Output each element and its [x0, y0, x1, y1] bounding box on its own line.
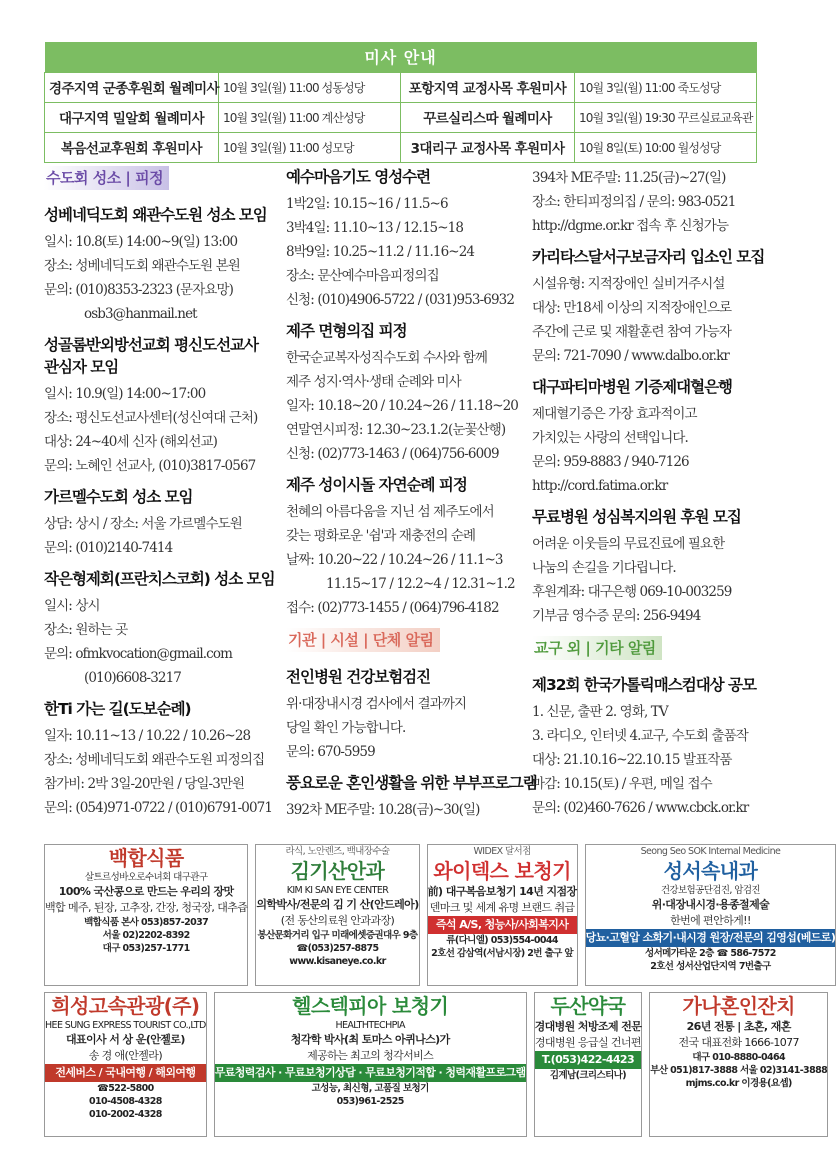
- notice-title: 카리타스달서구보금자리 입소인 모집: [532, 248, 765, 266]
- ad-footer: 053)961-2525: [336, 1096, 404, 1107]
- notice-line: 접수: (02)773-1455 / (064)796-4182: [286, 600, 499, 616]
- notice-line: 장소: 평신도선교사센터(성신여대 근처): [44, 410, 258, 426]
- spacer: [286, 466, 514, 474]
- ad-subtitle: 살트르성바오로수녀회 대구관구: [84, 872, 208, 883]
- notice-title: 예수마음기도 영성수련: [286, 168, 431, 186]
- ad-name: 성서속내과: [663, 859, 758, 883]
- notice-line: 천혜의 아름다움을 지닌 섬 제주도에서: [286, 504, 494, 520]
- notice-line: 마감: 10.15(토) / 우편, 메일 접수: [532, 776, 712, 792]
- spacer: [44, 560, 270, 568]
- spacer: [44, 326, 270, 334]
- notice-line: 후원계좌: 대구은행 069-10-003259: [532, 584, 732, 600]
- notice-line: 일자: 10.11~13 / 10.22 / 10.26~28: [44, 728, 251, 744]
- ad-line: 100% 국산콩으로 만드는 우리의 장맛: [58, 885, 234, 898]
- ad-name: 김기산안과: [290, 859, 385, 883]
- notice-line: 나눔의 손길을 기다립니다.: [532, 560, 676, 576]
- notice-line: 참가비: 2박 3일-20만원 / 당일-3만원: [44, 776, 245, 792]
- mass-detail: 10월 8일(토) 10:00 월성성당: [575, 132, 757, 162]
- ad-name: 희성고속관광(주): [51, 994, 200, 1018]
- notice-line: 문의: (010)8353-2323 (문자요망): [44, 282, 233, 298]
- notice-line: 8박9일: 10.25~11.2 / 11.16~24: [286, 244, 475, 260]
- ad-subtitle: HEALTHTECHPIA: [335, 1020, 405, 1031]
- ad-bar: 당뇨·고혈압 소화기·내시경 원장/전문의 김영섭(베드로): [586, 929, 836, 947]
- ads-row-2: [44, 992, 828, 1137]
- notice-line: 문의: 959-8883 / 940-7126: [532, 454, 689, 470]
- notice-line: 신청: (010)4906-5722 / (031)953-6932: [286, 292, 515, 308]
- notice-line: 제주 성지·역사·생태 순례와 미사: [286, 374, 461, 390]
- notice-line: 제대혈기증은 가장 효과적이고: [532, 406, 697, 422]
- ads-row-1: [44, 844, 836, 986]
- ad-bar: 즉석 A/S, 청능사/사회복지사: [428, 916, 577, 934]
- notice-title: 성베네딕도회 왜관수도원 성소 모임: [44, 206, 267, 224]
- table-row: [45, 72, 757, 102]
- ad-subtitle: HEE SUNG EXPRESS TOURIST CO.,LTD: [45, 1020, 206, 1031]
- ad-line: 前) 대구복음보청기 14년 지점장: [427, 885, 577, 898]
- notice-title: 제주 성이시돌 자연순례 피정: [286, 476, 467, 494]
- notice-line: 문의: ofmkvocation@gmail.com: [44, 646, 232, 662]
- ad-footer: 서울 02)2202-8392: [102, 930, 190, 941]
- ad-line: 26년 전통 | 초혼, 재혼: [686, 1020, 791, 1033]
- ad-box: [649, 992, 828, 1137]
- ad-box: [427, 844, 578, 986]
- ad-line: 한번에 편안하게!!: [670, 914, 751, 927]
- ad-footer: 2호선 성서산업단지역 7번출구: [650, 961, 771, 972]
- ad-footer: 백합식품 본사 053)857-2037: [84, 917, 209, 928]
- notice-line: 기부금 영수증 문의: 256-9494: [532, 608, 701, 624]
- notice-line: 장소: 한티피정의집 / 문의: 983-0521: [532, 194, 736, 210]
- notice-line: 392차 ME주말: 10.28(금)~30(일): [286, 802, 480, 818]
- ad-footer: 010-4508-4328: [88, 1096, 162, 1107]
- ad-name: 백합식품: [108, 846, 184, 870]
- notice-line: 장소: 성베네딕도회 왜관수도원 본원: [44, 258, 240, 274]
- notice-line: 1박2일: 10.15~16 / 11.5~6: [286, 196, 448, 212]
- ad-footer: mjms.co.kr 이경용(요셉): [685, 1078, 792, 1089]
- notice-line: 대상: 만18세 이상의 지적장애인으로: [532, 300, 732, 316]
- column-2: [286, 166, 537, 830]
- notice-line: 3박4일: 11.10~13 / 12.15~18: [286, 220, 464, 236]
- ad-name: 와이덱스 보청기: [433, 859, 571, 883]
- notice-line: 갖는 평화로운 '쉼'과 재충전의 순례: [286, 528, 476, 544]
- column-1: [44, 166, 275, 828]
- notice-line: 일시: 10.9(일) 14:00~17:00: [44, 386, 206, 402]
- ad-top: WIDEX 달서점: [473, 846, 531, 857]
- section-header: [286, 628, 514, 658]
- notice-line: 대상: 24~40세 신자 (해외선교): [44, 434, 217, 450]
- mass-detail: 10월 3일(월) 11:00 계산성당: [219, 102, 401, 132]
- ad-name: 가나혼인잔치: [682, 994, 795, 1018]
- spacer: [44, 690, 270, 698]
- ad-footer: 류(다니엘) 053)554-0044: [446, 935, 558, 946]
- ad-footer: 2호선 감삼역(서남시장) 2번 출구 앞: [431, 948, 574, 959]
- ad-footer: www.kisaneye.co.kr: [289, 956, 386, 967]
- ad-line: 위·대장내시경·용종절제술: [651, 898, 770, 911]
- notice-line: 일자: 10.18~20 / 10.24~26 / 11.18~20: [286, 398, 518, 414]
- notice-title: 전인병원 건강보험검진: [286, 668, 431, 686]
- notice-line: http://cord.fatima.or.kr: [532, 478, 668, 494]
- notice-line: 일시: 10.8(토) 14:00~9(일) 13:00: [44, 234, 238, 250]
- ad-line: (전 동산의료원 안과과장): [280, 914, 395, 927]
- mass-name: 복음선교후원회 후원미사: [45, 132, 219, 162]
- spacer: [286, 822, 514, 830]
- notice-line: 가치있는 사랑의 선택입니다.: [532, 430, 688, 446]
- ad-line: 청각학 박사(최 토마스 아퀴나스)가: [290, 1033, 450, 1046]
- notice-title: 풍요로운 혼인생활을 위한 부부프로그램: [286, 774, 537, 792]
- ad-line: 의학박사/전문의 김 기 산(안드레아): [256, 898, 419, 911]
- spacer: [532, 628, 760, 636]
- ad-bar: T.(053)422-4423: [535, 1051, 642, 1069]
- section-header: [44, 166, 270, 196]
- ad-subtitle: 건강보험공단검진, 암검진: [660, 885, 760, 896]
- notice-line: 상담: 상시 / 장소: 서울 가르멜수도원: [44, 516, 242, 532]
- mass-title: 미사 안내: [45, 42, 757, 72]
- notice-line: 당일 확인 가능합니다.: [286, 720, 406, 736]
- notice-line: 장소: 문산예수마음피정의집: [286, 268, 439, 284]
- ad-footer: 부산 051)817-3888 서울 02)3141-3888: [650, 1065, 828, 1076]
- notice-title: 성골롬반외방선교회 평신도선교사 관심자 모임: [44, 336, 258, 376]
- ad-bar: 전세버스 / 국내여행 / 해외여행: [45, 1064, 206, 1082]
- notice-line: 일시: 상시: [44, 598, 100, 614]
- table-row: [45, 132, 757, 162]
- notice-line: 어려운 이웃들의 무료진료에 필요한: [532, 536, 725, 552]
- notice-line: 연말연시피정: 12.30~23.1.2(눈꽃산행): [286, 422, 506, 438]
- notice-line: (010)6608-3217: [84, 670, 181, 686]
- notice-line: 3. 라디오, 인터넷 4.교구, 수도회 출품작: [532, 728, 748, 744]
- notice-title: 가르멜수도회 성소 모임: [44, 488, 193, 506]
- mass-name: 대구지역 밀알회 월례미사: [45, 102, 219, 132]
- ad-line: 경대병원 처방조제 전문: [534, 1020, 642, 1033]
- notice-line: 문의: 노혜인 선교사, (010)3817-0567: [44, 458, 256, 474]
- ad-box: [44, 844, 248, 986]
- notice-title: 대구파티마병원 기증제대혈은행: [532, 378, 733, 396]
- notice-line: osb3@hanmail.net: [84, 306, 197, 322]
- section-header: [532, 636, 760, 666]
- notice-title: 제32회 한국가톨릭매스컴대상 공모: [532, 676, 756, 694]
- spacer: [44, 820, 270, 828]
- mass-name: 포항지역 교정사목 후원미사: [401, 72, 575, 102]
- ad-bar: 무료청력검사 · 무료보청기상담 · 무료보청기적합 · 청력재활프로그램: [215, 1064, 526, 1082]
- ad-footer: 고성능, 최신형, 고품질 보청기: [311, 1083, 429, 1094]
- ad-footer: 봉산문화거리 입구 미래에셋증권대우 9층: [257, 930, 418, 941]
- notice-line: 문의: (02)460-7626 / www.cbck.or.kr: [532, 800, 749, 816]
- notice-line: http://dgme.or.kr 접속 후 신청가능: [532, 218, 729, 234]
- notice-title: 무료병원 성심복지의원 후원 모집: [532, 508, 741, 526]
- spacer: [286, 764, 514, 772]
- notice-line: 대상: 21.10.16~22.10.15 발표작품: [532, 752, 732, 768]
- notice-line: 문의: (054)971-0722 / (010)6791-0071: [44, 800, 273, 816]
- ad-line: 백합 메주, 된장, 고추장, 간장, 청국장, 대추즙: [45, 901, 248, 914]
- table-row: [45, 102, 757, 132]
- ad-line: 대표이사 서 상 운(안젤로): [65, 1033, 185, 1046]
- notice-title: 작은형제회(프란치스코회) 성소 모임: [44, 570, 275, 588]
- ad-line: 경대병원 응급실 건너편: [534, 1036, 641, 1049]
- notice-line: 394차 ME주말: 11.25(금)~27(일): [532, 170, 726, 186]
- notice-line: 장소: 성베네딕도회 왜관수도원 피정의집: [44, 752, 265, 768]
- notice-line: 장소: 원하는 곳: [44, 622, 128, 638]
- ad-footer: 010-2002-4328: [88, 1109, 162, 1120]
- ad-box: [214, 992, 527, 1137]
- ad-footer: 성서메가타운 2층 ☎ 586-7572: [645, 948, 776, 959]
- ad-name: 헬스텍피아 보청기: [292, 994, 449, 1018]
- notice-line: 주간에 근로 및 재활훈련 참여 가능자: [532, 324, 732, 340]
- ad-footer: ☎522-5800: [97, 1083, 154, 1094]
- ad-box: [585, 844, 836, 986]
- ad-footer: 대구 010-8880-0464: [692, 1052, 786, 1063]
- notice-line: 한국순교복자성직수도회 수사와 함께: [286, 350, 488, 366]
- section-title: 수도회 성소 | 피정: [44, 166, 169, 190]
- notice-title: 제주 면형의집 피정: [286, 322, 407, 340]
- mass-name: 3대리구 교정사목 후원미사: [401, 132, 575, 162]
- ad-line: 전국 대표전화 1666-1077: [678, 1036, 799, 1049]
- ad-footer: 대구 053)257-1771: [102, 943, 190, 954]
- mass-name: 경주지역 군종후원회 월례미사: [45, 72, 219, 102]
- notice-line: 문의: (010)2140-7414: [44, 540, 173, 556]
- ad-top: Seong Seo SOK Internal Medicine: [640, 846, 781, 857]
- ad-box: [534, 992, 643, 1137]
- column-3: [532, 166, 765, 828]
- ad-line: 제공하는 최고의 청각서비스: [307, 1049, 434, 1062]
- notice-line: 위·대장내시경 검사에서 결과까지: [286, 696, 467, 712]
- ad-name: 두산약국: [550, 994, 626, 1018]
- spacer: [532, 238, 760, 246]
- spacer: [532, 820, 760, 828]
- mass-table: [44, 42, 757, 163]
- notice-line: 문의: 670-5959: [286, 744, 375, 760]
- spacer: [286, 620, 514, 628]
- section-title: 교구 외 | 기타 알림: [532, 636, 662, 660]
- notice-line: 신청: (02)773-1463 / (064)756-6009: [286, 446, 499, 462]
- spacer: [286, 312, 514, 320]
- notice-title: 한Ti 가는 길(도보순례): [44, 700, 191, 718]
- ad-box: [255, 844, 419, 986]
- mass-detail: 10월 3일(월) 11:00 성모당: [219, 132, 401, 162]
- mass-detail: 10월 3일(월) 11:00 성동성당: [219, 72, 401, 102]
- ad-subtitle: KIM KI SAN EYE CENTER: [286, 885, 389, 896]
- ad-top: 라식, 노안렌즈, 백내장수술: [285, 846, 390, 857]
- ad-line: 송 경 애(안젤라): [88, 1049, 163, 1062]
- spacer: [532, 368, 760, 376]
- notice-line: 11.15~17 / 12.2~4 / 12.31~1.2: [326, 576, 515, 592]
- mass-detail: 10월 3일(월) 19:30 꾸르실료교육관: [575, 102, 757, 132]
- notice-line: 문의: 721-7090 / www.dalbo.or.kr: [532, 348, 729, 364]
- notice-line: 날짜: 10.20~22 / 10.24~26 / 11.1~3: [286, 552, 503, 568]
- ad-footer: ☎(053)257-8875: [296, 943, 379, 954]
- spacer: [44, 478, 270, 486]
- ad-footer: 김계남(크리스티나): [549, 1070, 626, 1081]
- section-title: 기관 | 시설 | 단체 알림: [286, 628, 440, 652]
- notice-line: 시설유형: 지적장애인 실비거주시설: [532, 276, 725, 292]
- ad-line: 덴마크 및 세계 유명 브랜드 취급: [429, 901, 575, 914]
- mass-name: 꾸르실리스따 월례미사: [401, 102, 575, 132]
- mass-detail: 10월 3일(월) 11:00 죽도성당: [575, 72, 757, 102]
- spacer: [532, 498, 760, 506]
- ad-box: [44, 992, 207, 1137]
- notice-line: 1. 신문, 출판 2. 영화, TV: [532, 704, 668, 720]
